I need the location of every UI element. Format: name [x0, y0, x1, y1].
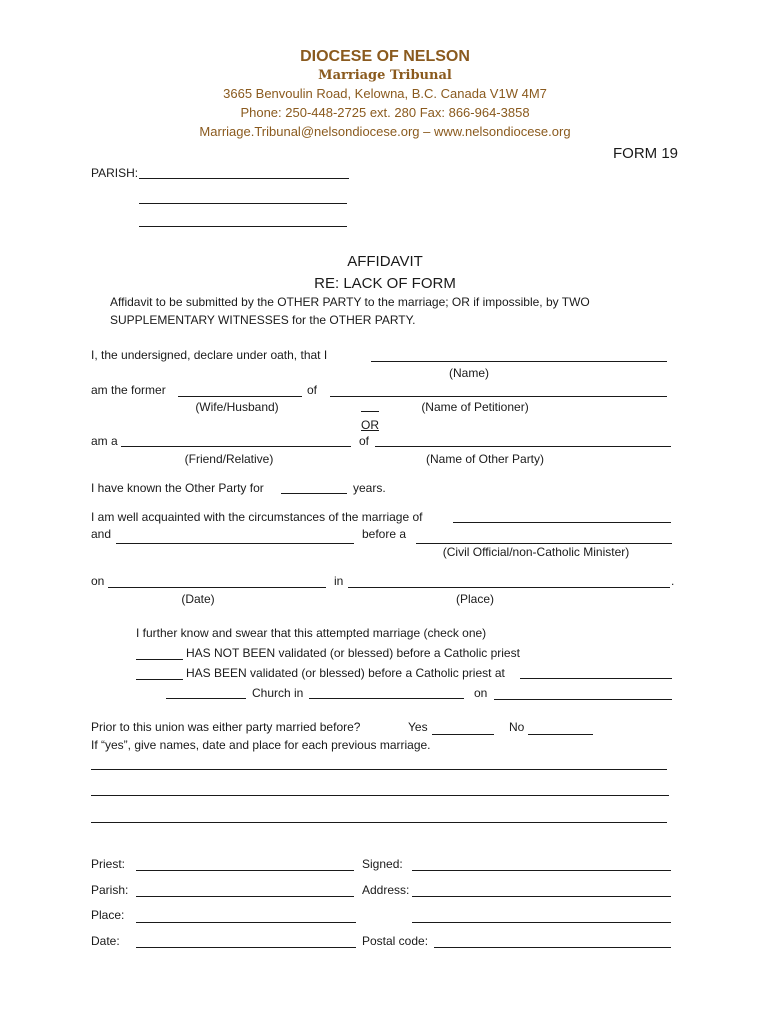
form-number: FORM 19 [613, 145, 679, 162]
instructions-line-1: Affidavit to be submitted by the OTHER PARTY to the marriage; OR if impossible, by TWO [110, 295, 590, 309]
signed-field[interactable] [412, 870, 671, 871]
other-party-field[interactable] [375, 446, 671, 447]
signed-label: Signed: [362, 857, 403, 871]
wife-husband-field[interactable] [178, 396, 302, 397]
date-caption: (Date) [181, 592, 215, 606]
diocese-name: DIOCESE OF NELSON [300, 48, 470, 65]
or-label: OR [361, 418, 379, 432]
instructions-line-2: SUPPLEMENTARY WITNESSES for the OTHER PARTY. [110, 313, 416, 327]
postal-code-field[interactable] [434, 947, 671, 948]
declaration-intro: I, the undersigned, declare under oath, that I [91, 348, 328, 362]
place-field[interactable] [348, 587, 670, 588]
church-name-field[interactable] [166, 698, 246, 699]
name-field[interactable] [371, 361, 667, 362]
date-field[interactable] [108, 587, 326, 588]
has-not-been-checkbox[interactable] [136, 659, 183, 660]
parish-sig-field[interactable] [136, 896, 354, 897]
former-label: am the former [91, 383, 166, 397]
and-label: and [91, 527, 112, 541]
or-checkbox-line[interactable] [361, 411, 379, 412]
wife-husband-caption: (Wife/Husband) [195, 400, 279, 414]
has-been-label: HAS BEEN validated (or blessed) before a Catholic priest at [186, 666, 505, 680]
other-party-caption: (Name of Other Party) [425, 452, 545, 466]
address-line-2-field[interactable] [412, 922, 671, 923]
prior-details-line-2[interactable] [91, 795, 669, 796]
minister-caption: (Civil Official/non-Catholic Minister) [442, 545, 630, 559]
validation-priest-field[interactable] [520, 678, 672, 679]
of-label-1: of [307, 383, 318, 397]
petitioner-caption: (Name of Petitioner) [421, 400, 529, 414]
date-sig-field[interactable] [136, 947, 356, 948]
prior-details-line-3[interactable] [91, 822, 667, 823]
postal-code-label: Postal code: [362, 934, 429, 948]
circumstances-text: I am well acquainted with the circumstances of the marriage of [91, 510, 423, 524]
validation-intro: I further know and swear that this attempted marriage (check one) [136, 626, 487, 640]
affidavit-subtitle: RE: LACK OF FORM [314, 275, 456, 292]
parish-sig-label: Parish: [91, 883, 129, 897]
date-sig-label: Date: [91, 934, 120, 948]
church-location-field[interactable] [309, 698, 464, 699]
place-sig-field[interactable] [136, 922, 356, 923]
marriage-party-2-field[interactable] [116, 543, 354, 544]
before-label: before a [362, 527, 407, 541]
parish-line-2[interactable] [139, 203, 347, 204]
priest-field[interactable] [136, 870, 354, 871]
parish-line-1[interactable] [139, 178, 349, 179]
name-caption: (Name) [448, 366, 490, 380]
has-been-checkbox[interactable] [136, 679, 183, 680]
church-in-label: Church in [252, 686, 304, 700]
no-field[interactable] [528, 734, 593, 735]
place-caption: (Place) [455, 592, 495, 606]
of-label-2: of [359, 434, 370, 448]
known-suffix: years. [353, 481, 386, 495]
parish-line-3[interactable] [139, 226, 347, 227]
address-label: Address: [362, 883, 410, 897]
years-field[interactable] [281, 493, 347, 494]
petitioner-field[interactable] [330, 396, 667, 397]
tribunal-name: Marriage Tribunal [318, 68, 452, 83]
place-sig-label: Place: [91, 908, 125, 922]
am-a-label: am a [91, 434, 118, 448]
parish-label: PARISH: [91, 166, 139, 180]
on-label: on [91, 574, 105, 588]
friend-relative-caption: (Friend/Relative) [184, 452, 274, 466]
in-label: in [334, 574, 344, 588]
validation-on-label: on [474, 686, 488, 700]
yes-field[interactable] [432, 734, 494, 735]
known-prefix: I have known the Other Party for [91, 481, 264, 495]
place-period: . [671, 574, 675, 588]
prior-instruction: If “yes”, give names, date and place for each previous marriage. [91, 738, 431, 752]
priest-label: Priest: [91, 857, 126, 871]
address-field[interactable] [412, 896, 671, 897]
prior-details-line-1[interactable] [91, 769, 667, 770]
has-not-been-label: HAS NOT BEEN validated (or blessed) before a Catholic priest [186, 646, 520, 660]
validation-date-field[interactable] [494, 699, 672, 700]
yes-label: Yes [408, 720, 428, 734]
diocese-phone: Phone: 250-448-2725 ext. 280 Fax: 866-964-3858 [240, 105, 530, 120]
diocese-address: 3665 Benvoulin Road, Kelowna, B.C. Canada V1W 4M7 [223, 86, 547, 101]
prior-question: Prior to this union was either party married before? [91, 720, 361, 734]
diocese-contact: Marriage.Tribunal@nelsondiocese.org – www.nelsondiocese.org [199, 124, 571, 139]
no-label: No [509, 720, 525, 734]
friend-relative-field[interactable] [121, 446, 351, 447]
marriage-party-1-field[interactable] [453, 522, 671, 523]
minister-field[interactable] [416, 543, 672, 544]
affidavit-title: AFFIDAVIT [347, 253, 423, 270]
